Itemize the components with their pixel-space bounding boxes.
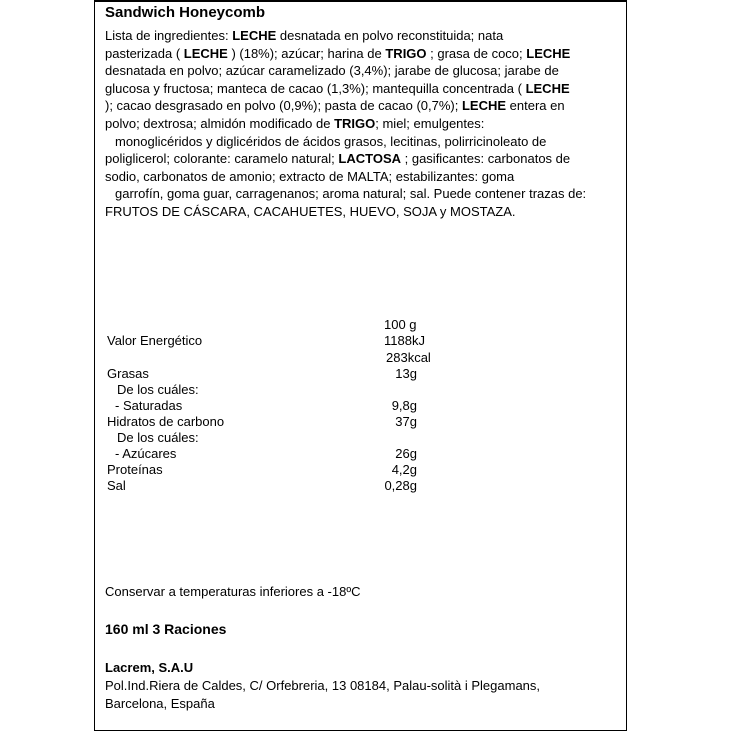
saturated-label: - Saturadas xyxy=(115,398,183,413)
ingredients-line: glucosa y fructosa; manteca de cacao (1,3%); mantequilla concentrada ( LECHE xyxy=(105,80,570,96)
ingredients-line: pasterizada ( LECHE ) (18%); azúcar; harina de TRIGO ; grasa de coco; LECHE xyxy=(105,45,571,61)
ingredients-list xyxy=(105,27,625,221)
fat-value: 13g xyxy=(395,366,417,381)
fat-label: Grasas xyxy=(107,366,149,381)
salt-value: 0,28g xyxy=(384,478,417,493)
nutrition-per-100g: 100 g xyxy=(384,317,417,332)
address-line: Barcelona, España xyxy=(105,696,215,711)
salt-label: Sal xyxy=(107,478,126,493)
ingredients-line: poliglicerol; colorante: caramelo natural; LACTOSA ; gasificantes: carbonatos de xyxy=(105,151,571,167)
company-name: Lacrem, S.A.U xyxy=(105,660,194,675)
energy-label: Valor Energético xyxy=(107,333,203,348)
storage-instructions: Conservar a temperaturas inferiores a -18ºC xyxy=(105,584,361,599)
ingredients-line: monoglicéridos y diglicéridos de ácidos grasos, lecitinas, polirricinoleato de xyxy=(115,133,547,149)
company-address xyxy=(105,677,605,713)
carbs-label: Hidratos de carbono xyxy=(107,414,225,429)
portion-info: 160 ml 3 Raciones xyxy=(105,621,227,637)
ingredients-line: sodio, carbonatos de amonio; extracto de MALTA; estabilizantes: goma xyxy=(105,168,515,184)
ingredients-line: FRUTOS DE CÁSCARA, CACAHUETES, HUEVO, SOJA y MOSTAZA. xyxy=(105,203,516,219)
ingredients-line: desnatada en polvo; azúcar caramelizado (3,4%); jarabe de glucosa; jarabe de xyxy=(105,63,559,79)
energy-kj-value: 1188kJ xyxy=(384,333,425,348)
ingredients-line: ); cacao desgrasado en polvo (0,9%); pasta de cacao (0,7%); LECHE entera en xyxy=(105,98,565,114)
carbs-value: 37g xyxy=(395,414,417,429)
sugars-label: - Azúcares xyxy=(115,446,177,461)
energy-kcal-value: 283kcal xyxy=(386,350,431,365)
of-which-label: De los cuáles: xyxy=(117,430,199,445)
ingredients-line: Lista de ingredientes: LECHE desnatada en polvo reconstituida; nata xyxy=(105,28,504,43)
protein-value: 4,2g xyxy=(391,462,417,477)
ingredients-line: polvo; dextrosa; almidón modificado de TRIGO; miel; emulgentes: xyxy=(105,115,485,131)
ingredients-line: garrofín, goma guar, carragenanos; aroma natural; sal. Puede contener trazas de: xyxy=(115,186,587,202)
saturated-value: 9,8g xyxy=(391,398,417,413)
of-which-label: De los cuáles: xyxy=(117,382,199,397)
product-name: Sandwich Honeycomb xyxy=(105,4,266,21)
address-line: Pol.Ind.Riera de Caldes, C/ Orfebreria, 13 08184, Palau-solità i Plegamans, xyxy=(105,678,541,693)
sugars-value: 26g xyxy=(395,446,417,461)
protein-label: Proteínas xyxy=(107,462,163,477)
